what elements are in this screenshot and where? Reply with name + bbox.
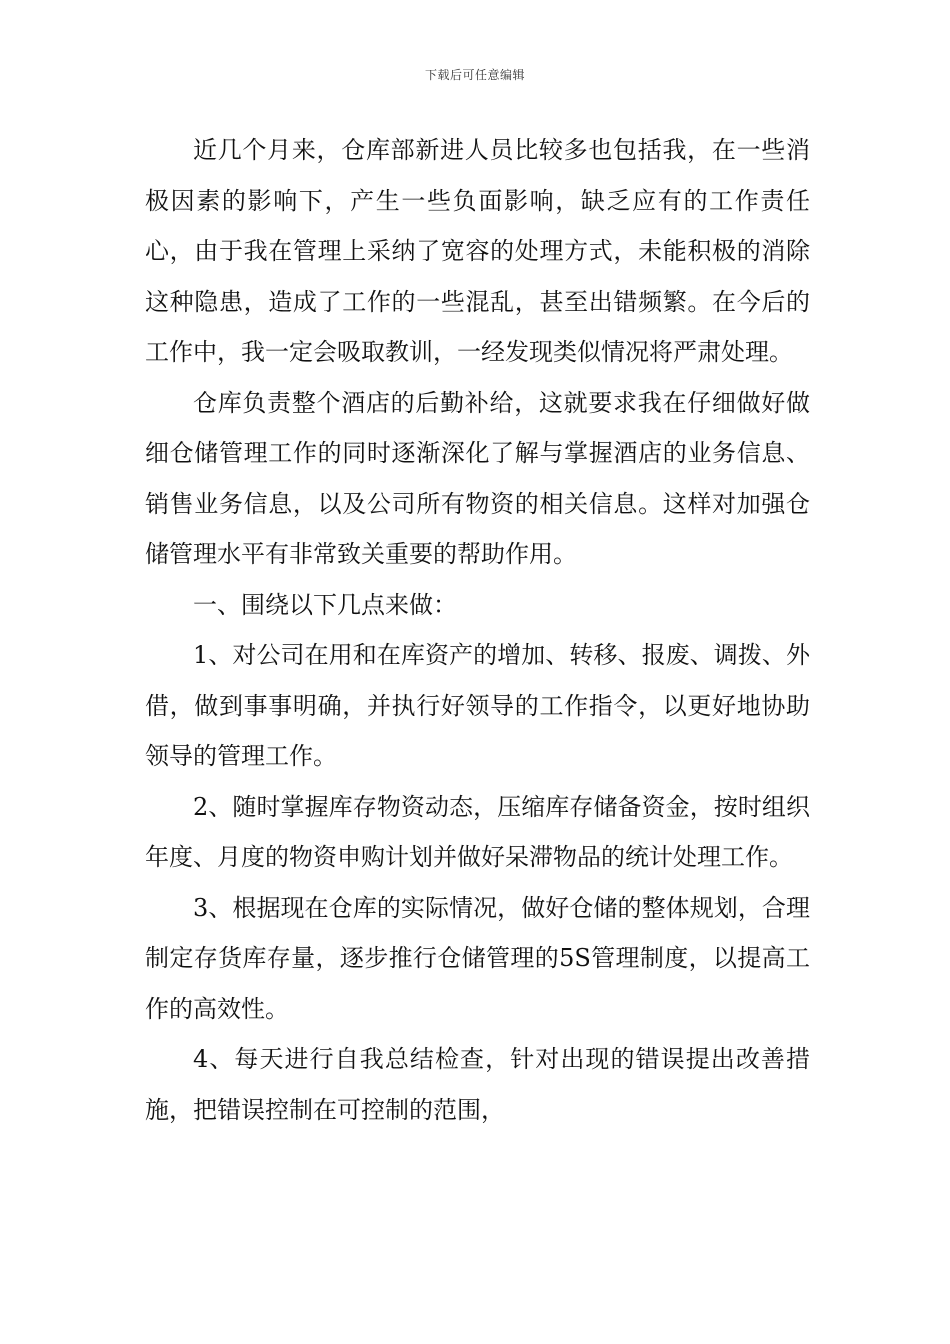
- paragraph-warehouse-role: 仓库负责整个酒店的后勤补给，这就要求我在仔细做好做细仓储管理工作的同时逐渐深化了解与掌握酒店的业务信息、销售业务信息，以及公司所有物资的相关信息。这样对加强仓储管理水平有非常致关重要的帮助作用。: [145, 388, 810, 568]
- paragraph-item-2: 2、随时掌握库存物资动态，压缩库存储备资金，按时组织年度、月度的物资申购计划并做好呆滞物品的统计处理工作。: [145, 792, 810, 871]
- paragraph-item-1: 1、对公司在用和在库资产的增加、转移、报废、调拨、外借，做到事事明确，并执行好领导的工作指令，以更好地协助领导的管理工作。: [145, 641, 810, 770]
- paragraph-item-4: 4、每天进行自我总结检查，针对出现的错误提出改善措施，把错误控制在可控制的范围，: [145, 1045, 810, 1124]
- page-header-note: 下载后可任意编辑: [424, 68, 525, 82]
- paragraph-staff-issues: 近几个月来，仓库部新进人员比较多也包括我，在一些消极因素的影响下，产生一些负面影响，缺乏应有的工作责任心，由于我在管理上采纳了宽容的处理方式，未能积极的消除这种隐患，造成了工作的一些混乱，甚至出错频繁。在今后的工作中，我一定会吸取教训，一经发现类似情况将严肃处理。: [145, 136, 810, 366]
- paragraph-section-heading: 一、围绕以下几点来做：: [193, 590, 457, 619]
- paragraph-item-3: 3、根据现在仓库的实际情况，做好仓储的整体规划，合理制定存货库存量，逐步推行仓储管理的5S管理制度，以提高工作的高效性。: [145, 893, 810, 1023]
- document-body: [145, 125, 810, 1135]
